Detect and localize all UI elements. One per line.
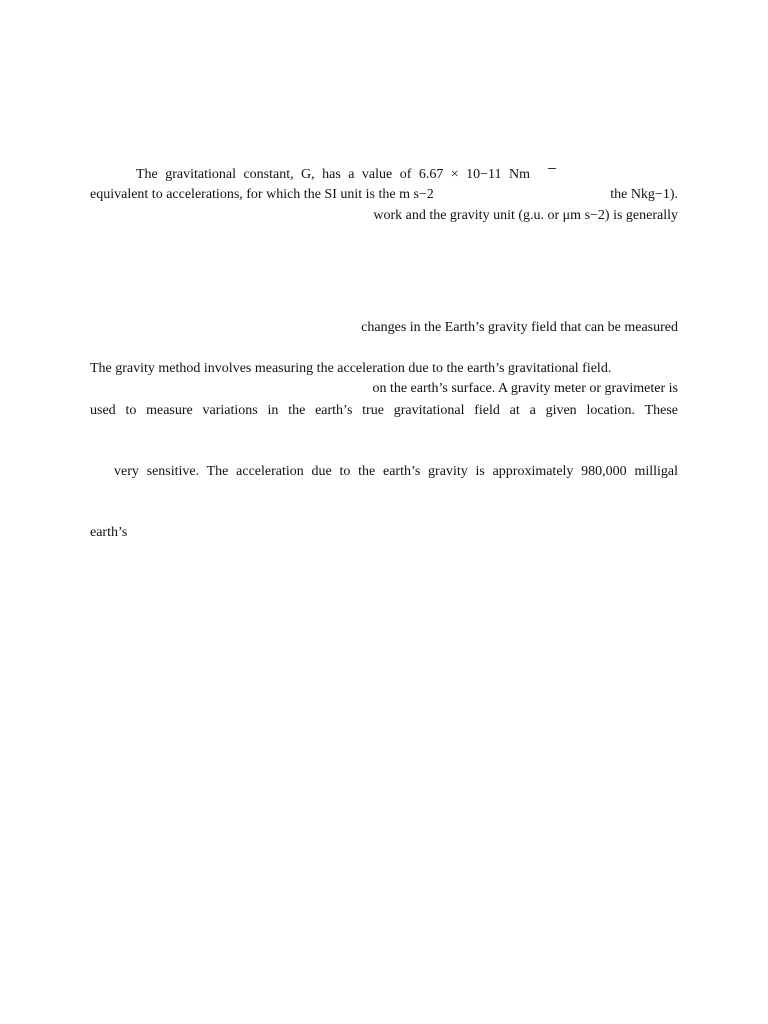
paragraph-1-line-3: work and the gravity unit (g.u. or μm s−2) is generally (373, 208, 678, 223)
paragraph-1-line-2-right: the Nkg−1). (610, 187, 678, 202)
paragraph-3-line-1: The gravity method involves measuring the acceleration due to the earth’s gravitational field. (90, 361, 612, 376)
paragraph-1-line-2-left: equivalent to accelerations, for which the SI unit is the m s−2 (90, 187, 434, 202)
paragraph-2-line-1: changes in the Earth’s gravity field that can be measured (361, 320, 678, 335)
paragraph-5-line-1: earth’s (90, 525, 128, 540)
truncated-superscript-mark (548, 168, 556, 169)
paragraph-4-line-1: very sensitive. The acceleration due to the earth’s gravity is approximately 980,000 milligal (114, 464, 678, 479)
paragraph-3-line-3: used to measure variations in the earth’s true gravitational field at a given location. These (90, 403, 678, 418)
paragraph-3-line-2: on the earth’s surface. A gravity meter or gravimeter is (372, 381, 678, 396)
paragraph-1-line-1: The gravitational constant, G, has a value of 6.67 × 10−11 Nm (136, 167, 530, 182)
